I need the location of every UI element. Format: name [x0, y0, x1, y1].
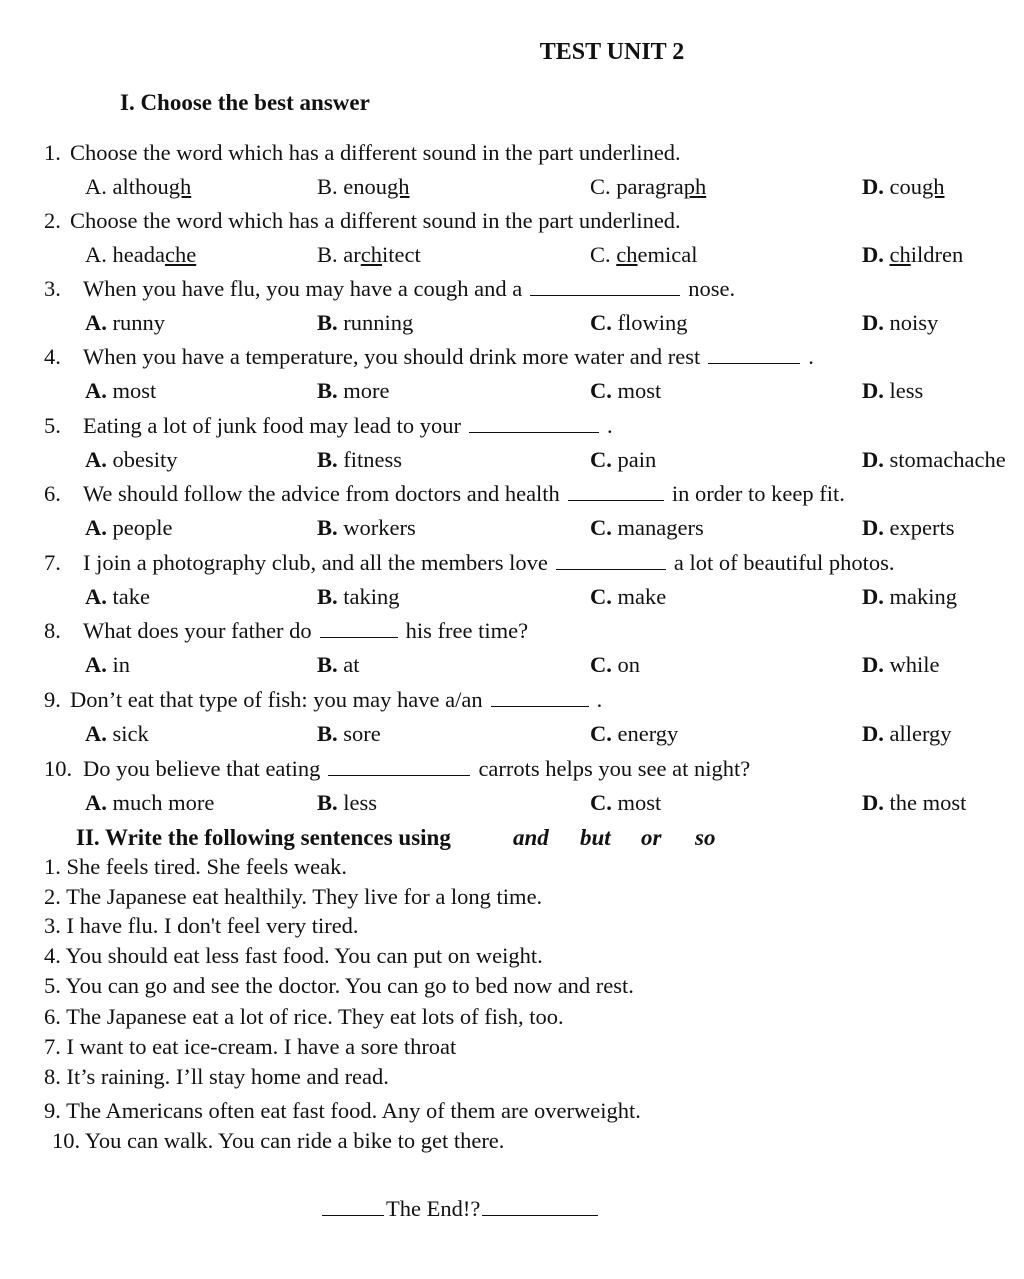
option-text: sore — [343, 721, 381, 746]
answer-option[interactable] — [862, 654, 940, 677]
section-2-heading-text: II. Write the following sentences using — [76, 825, 451, 850]
option-text: heada — [112, 242, 165, 267]
answer-blank[interactable] — [320, 636, 398, 638]
answer-option[interactable] — [590, 517, 704, 540]
question-number: 7. — [44, 550, 61, 575]
question-stem-text: What does your father do — [83, 618, 312, 643]
answer-option[interactable] — [85, 792, 214, 815]
question-stem-text: When you have a temperature, you should drink more water and rest — [83, 344, 701, 369]
answer-blank[interactable] — [556, 568, 666, 570]
option-underlined-part: ph — [683, 174, 707, 199]
sentence-item: 5. You can go and see the doctor. You can go to bed now and rest. — [44, 973, 634, 998]
answer-option[interactable] — [862, 517, 954, 540]
option-text-end: itect — [382, 242, 421, 267]
answer-option[interactable] — [317, 312, 413, 335]
answer-option[interactable] — [862, 586, 957, 609]
question-number: 3. — [44, 276, 61, 301]
option-text: the most — [889, 790, 967, 815]
question-number: 6. — [44, 481, 61, 506]
answer-option[interactable] — [85, 586, 150, 609]
sentence-item: 4. You should eat less fast food. You can put on weight. — [44, 943, 543, 968]
option-letter: B. — [317, 242, 338, 267]
question-stem — [70, 689, 602, 712]
option-letter: B. — [317, 790, 338, 815]
option-text: managers — [617, 515, 704, 540]
option-letter: B. — [317, 174, 338, 199]
answer-option[interactable] — [590, 449, 656, 472]
sentence-item: 1. She feels tired. She feels weak. — [44, 854, 348, 879]
footer-text: The End!? — [386, 1196, 481, 1221]
option-text: less — [889, 378, 924, 403]
option-underlined-part: gh — [168, 174, 192, 199]
option-text: most — [112, 378, 157, 403]
question-stem — [83, 278, 735, 301]
option-letter: A. — [85, 584, 107, 609]
answer-option[interactable] — [862, 380, 923, 403]
option-text: cou — [889, 174, 922, 199]
answer-option[interactable] — [590, 586, 666, 609]
option-letter: C. — [590, 310, 612, 335]
option-letter: D. — [862, 584, 884, 609]
option-text: energy — [617, 721, 679, 746]
option-text: making — [889, 584, 957, 609]
question-stem — [83, 346, 814, 369]
answer-blank[interactable] — [469, 431, 599, 433]
option-letter: A. — [85, 790, 107, 815]
option-text: pain — [617, 447, 657, 472]
option-text: sick — [112, 721, 149, 746]
question-stem — [83, 552, 894, 575]
question-stem — [70, 210, 681, 233]
sentence-item: 10. You can walk. You can ride a bike to get there. — [52, 1128, 505, 1153]
question-stem — [70, 142, 681, 165]
question-stem — [83, 483, 845, 506]
answer-option[interactable] — [590, 380, 661, 403]
question-stem-text: Eating a lot of junk food may lead to your — [83, 413, 462, 438]
question-stem-end: . — [607, 413, 613, 438]
option-letter: A. — [85, 242, 107, 267]
answer-option[interactable] — [590, 312, 688, 335]
option-text: make — [617, 584, 667, 609]
answer-option[interactable] — [317, 380, 390, 403]
option-letter: D. — [862, 721, 884, 746]
option-letter: B. — [317, 515, 338, 540]
answer-option[interactable] — [590, 723, 678, 746]
option-letter: A. — [85, 378, 107, 403]
question-stem — [83, 620, 528, 643]
option-letter: C. — [590, 515, 612, 540]
option-letter: A. — [85, 447, 107, 472]
section-2-heading — [76, 825, 716, 850]
answer-option[interactable] — [85, 723, 149, 746]
question-stem-text: When you have flu, you may have a cough and a — [83, 276, 523, 301]
question-stem-end: . — [808, 344, 814, 369]
answer-option[interactable] — [862, 176, 945, 199]
question-number: 9. — [44, 687, 61, 712]
option-letter: D. — [862, 515, 884, 540]
option-text: experts — [889, 515, 955, 540]
option-text: at — [343, 652, 360, 677]
answer-option[interactable] — [317, 586, 400, 609]
option-letter: C. — [590, 584, 612, 609]
option-letter: D. — [862, 310, 884, 335]
option-text: allergy — [889, 721, 952, 746]
option-text: while — [889, 652, 940, 677]
option-text-end: emical — [637, 242, 698, 267]
answer-option[interactable] — [317, 792, 377, 815]
question-stem-text: Choose the word which has a different sound in the part underlined. — [70, 140, 681, 165]
answer-option[interactable] — [317, 517, 416, 540]
sentence-item: 9. The Americans often eat fast food. Any of them are overweight. — [44, 1098, 641, 1123]
answer-blank[interactable] — [491, 705, 589, 707]
option-letter: B. — [317, 310, 338, 335]
option-text: most — [617, 790, 662, 815]
answer-option[interactable] — [317, 449, 402, 472]
question-stem-end: nose. — [688, 276, 736, 301]
option-letter: C. — [590, 652, 612, 677]
option-text: althou — [112, 174, 169, 199]
option-text: much more — [112, 790, 215, 815]
answer-option[interactable] — [862, 792, 966, 815]
question-number: 4. — [44, 344, 61, 369]
option-letter: B. — [317, 447, 338, 472]
answer-option[interactable] — [85, 654, 130, 677]
question-number: 10. — [44, 756, 73, 781]
answer-option[interactable] — [590, 244, 697, 267]
question-stem-end: . — [596, 687, 603, 712]
question-stem-end: his free time? — [405, 618, 529, 643]
option-text: running — [343, 310, 414, 335]
option-text: flowing — [617, 310, 688, 335]
option-letter: A. — [85, 174, 107, 199]
question-number: 8. — [44, 618, 61, 643]
sentence-item: 6. The Japanese eat a lot of rice. They eat lots of fish, too. — [44, 1004, 564, 1029]
option-text: fitness — [343, 447, 403, 472]
question-stem — [83, 758, 750, 781]
option-letter: B. — [317, 378, 338, 403]
answer-option[interactable] — [862, 449, 1006, 472]
sentence-item: 3. I have flu. I don't feel very tired. — [44, 913, 359, 938]
option-letter: D. — [862, 447, 884, 472]
answer-option[interactable] — [85, 449, 178, 472]
answer-blank[interactable] — [568, 499, 664, 501]
question-number: 2. — [44, 208, 61, 233]
question-stem — [83, 415, 613, 438]
word-but: but — [580, 825, 611, 850]
answer-option[interactable] — [85, 517, 172, 540]
word-or: or — [641, 825, 662, 850]
option-text: less — [343, 790, 378, 815]
footer-line-right — [482, 1214, 598, 1216]
option-text: noisy — [889, 310, 939, 335]
sentence-item: 8. It’s raining. I’ll stay home and read. — [44, 1064, 389, 1089]
option-text: obesity — [112, 447, 178, 472]
answer-blank[interactable] — [708, 362, 800, 364]
question-stem-text: I join a photography club, and all the members love — [83, 550, 548, 575]
answer-option[interactable] — [590, 176, 706, 199]
option-letter: D. — [862, 378, 884, 403]
answer-blank[interactable] — [530, 294, 680, 296]
option-letter: D. — [862, 790, 884, 815]
option-underlined-part: gh — [922, 174, 945, 199]
option-letter: B. — [317, 721, 338, 746]
answer-option[interactable] — [317, 723, 381, 746]
answer-option[interactable] — [85, 176, 191, 199]
option-text: people — [112, 515, 173, 540]
option-letter: D. — [862, 242, 884, 267]
option-letter: C. — [590, 174, 611, 199]
option-letter: A. — [85, 515, 107, 540]
option-text: enou — [343, 174, 388, 199]
option-letter: A. — [85, 310, 107, 335]
sentence-item: 7. I want to eat ice-cream. I have a sore throat — [44, 1034, 457, 1059]
answer-option[interactable] — [862, 723, 952, 746]
footer — [322, 1198, 598, 1221]
option-text: runny — [112, 310, 165, 335]
option-text: on — [617, 652, 640, 677]
option-letter: C. — [590, 242, 611, 267]
answer-blank[interactable] — [328, 774, 470, 776]
answer-option[interactable] — [590, 654, 640, 677]
option-underlined-part: ch — [360, 242, 382, 267]
word-so: so — [695, 825, 716, 850]
question-stem-end: in order to keep fit. — [671, 481, 845, 506]
option-letter: C. — [590, 378, 612, 403]
option-letter: C. — [590, 447, 612, 472]
question-number: 1. — [44, 140, 61, 165]
option-letter: D. — [862, 652, 884, 677]
option-text: most — [617, 378, 662, 403]
option-letter: A. — [85, 652, 107, 677]
footer-line-left — [322, 1214, 384, 1216]
answer-option[interactable] — [317, 654, 360, 677]
option-underlined-part: ch — [616, 242, 638, 267]
option-underlined-part: che — [164, 242, 197, 267]
answer-option[interactable] — [590, 792, 661, 815]
answer-option[interactable] — [85, 380, 156, 403]
answer-option[interactable] — [85, 312, 165, 335]
option-text: workers — [343, 515, 416, 540]
option-text: more — [343, 378, 390, 403]
page-title: TEST UNIT 2 — [539, 39, 685, 65]
question-stem-end: a lot of beautiful photos. — [673, 550, 895, 575]
word-and: and — [513, 825, 549, 850]
answer-option[interactable] — [862, 244, 963, 267]
option-letter: C. — [590, 721, 612, 746]
option-underlined-part: gh — [387, 174, 410, 199]
section-1-heading: I. Choose the best answer — [120, 90, 370, 115]
option-letter: B. — [317, 652, 338, 677]
question-stem-text: Do you believe that eating — [83, 756, 321, 781]
option-text: ar — [343, 242, 361, 267]
sentence-item: 2. The Japanese eat healthily. They live for a long time. — [44, 884, 543, 909]
answer-option[interactable] — [317, 176, 410, 199]
option-letter: B. — [317, 584, 338, 609]
question-stem-text: Don’t eat that type of fish: you may have a/an — [70, 687, 483, 712]
option-text: take — [112, 584, 150, 609]
answer-option[interactable] — [85, 244, 196, 267]
option-text: in — [112, 652, 131, 677]
answer-option[interactable] — [862, 312, 938, 335]
option-letter: A. — [85, 721, 107, 746]
option-text: paragra — [616, 174, 684, 199]
answer-option[interactable] — [317, 244, 421, 267]
option-text: stomachache — [889, 447, 1006, 472]
option-underlined-part: ch — [889, 242, 911, 267]
question-stem-end: carrots helps you see at night? — [478, 756, 751, 781]
question-stem-text: Choose the word which has a different sound in the part underlined. — [70, 208, 681, 233]
option-letter: C. — [590, 790, 612, 815]
question-number: 5. — [44, 413, 61, 438]
question-stem-text: We should follow the advice from doctors and health — [83, 481, 560, 506]
option-letter: D. — [862, 174, 884, 199]
option-text: taking — [343, 584, 400, 609]
option-text-end: ildren — [910, 242, 964, 267]
